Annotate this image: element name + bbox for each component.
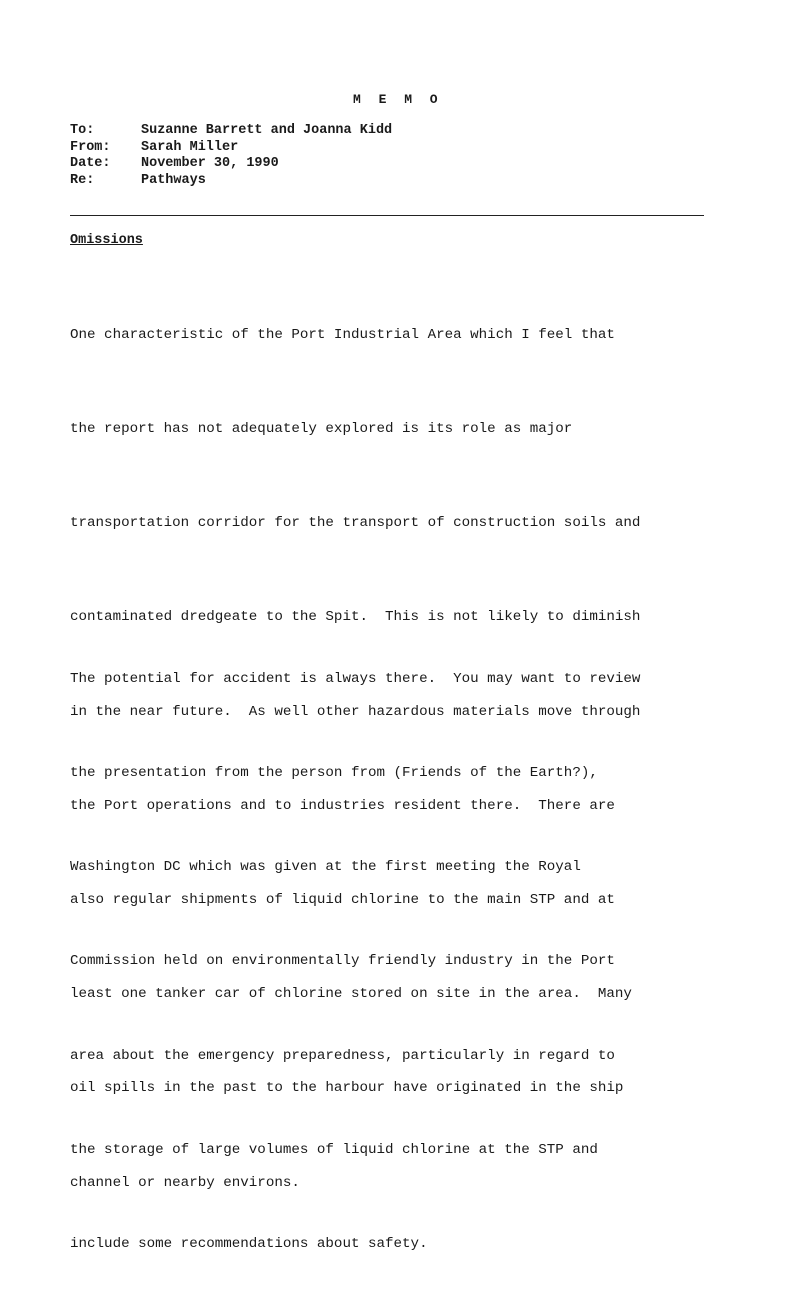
header-date-label: Date: bbox=[70, 156, 111, 171]
header-date-value: November 30, 1990 bbox=[141, 156, 279, 171]
paragraph-1-line: also regular shipments of liquid chlorine to the main STP and at bbox=[70, 892, 615, 909]
paragraph-1-line: least one tanker car of chlorine stored on site in the area. Many bbox=[70, 986, 632, 1003]
header-from-label: From: bbox=[70, 139, 111, 155]
header-divider bbox=[70, 215, 704, 216]
paragraph-2-line: the storage of large volumes of liquid chlorine at the STP and bbox=[70, 1141, 598, 1158]
memo-title: M E M O bbox=[353, 92, 443, 107]
paragraph-2-line: include some recommendations about safety. bbox=[70, 1236, 428, 1253]
header-to-value: Suzanne Barrett and Joanna Kidd bbox=[141, 123, 393, 138]
header-date-row bbox=[70, 156, 392, 173]
header-from-row bbox=[70, 140, 392, 157]
paragraph-2-line: Commission held on environmentally friendly industry in the Port bbox=[70, 953, 615, 970]
paragraph-1-line: transportation corridor for the transport of construction soils and bbox=[70, 515, 641, 532]
paragraph-1-line: channel or nearby environs. bbox=[70, 1174, 300, 1191]
paragraph-1-line: in the near future. As well other hazardous materials move through bbox=[70, 703, 641, 720]
paragraph-1-line: the report has not adequately explored is its role as major bbox=[70, 421, 573, 438]
paragraph-1-line: contaminated dredgeate to the Spit. This is not likely to diminish bbox=[70, 609, 641, 626]
header-to-row bbox=[70, 123, 392, 140]
header-re-label: Re: bbox=[70, 172, 95, 188]
paragraph-2 bbox=[70, 601, 640, 1292]
paragraph-1-line: the Port operations and to industries resident there. There are bbox=[70, 797, 615, 814]
header-from-value: Sarah Miller bbox=[141, 139, 239, 155]
section-heading-omissions: Omissions bbox=[70, 233, 143, 248]
paragraph-2-line: The potential for accident is always there. You may want to review bbox=[70, 670, 641, 687]
paragraph-2-line: Washington DC which was given at the first meeting the Royal bbox=[70, 859, 581, 876]
header-to-label: To: bbox=[70, 123, 95, 138]
header-re-value: Pathways bbox=[141, 172, 206, 188]
paragraph-2-line: area about the emergency preparedness, particularly in regard to bbox=[70, 1047, 615, 1064]
paragraph-1-line: oil spills in the past to the harbour have originated in the ship bbox=[70, 1080, 624, 1097]
paragraph-2-line: the presentation from the person from (Friends of the Earth?), bbox=[70, 765, 598, 782]
memo-header bbox=[70, 123, 392, 189]
paragraph-1-line: One characteristic of the Port Industrial Area which I feel that bbox=[70, 326, 615, 343]
header-re-row bbox=[70, 173, 392, 190]
